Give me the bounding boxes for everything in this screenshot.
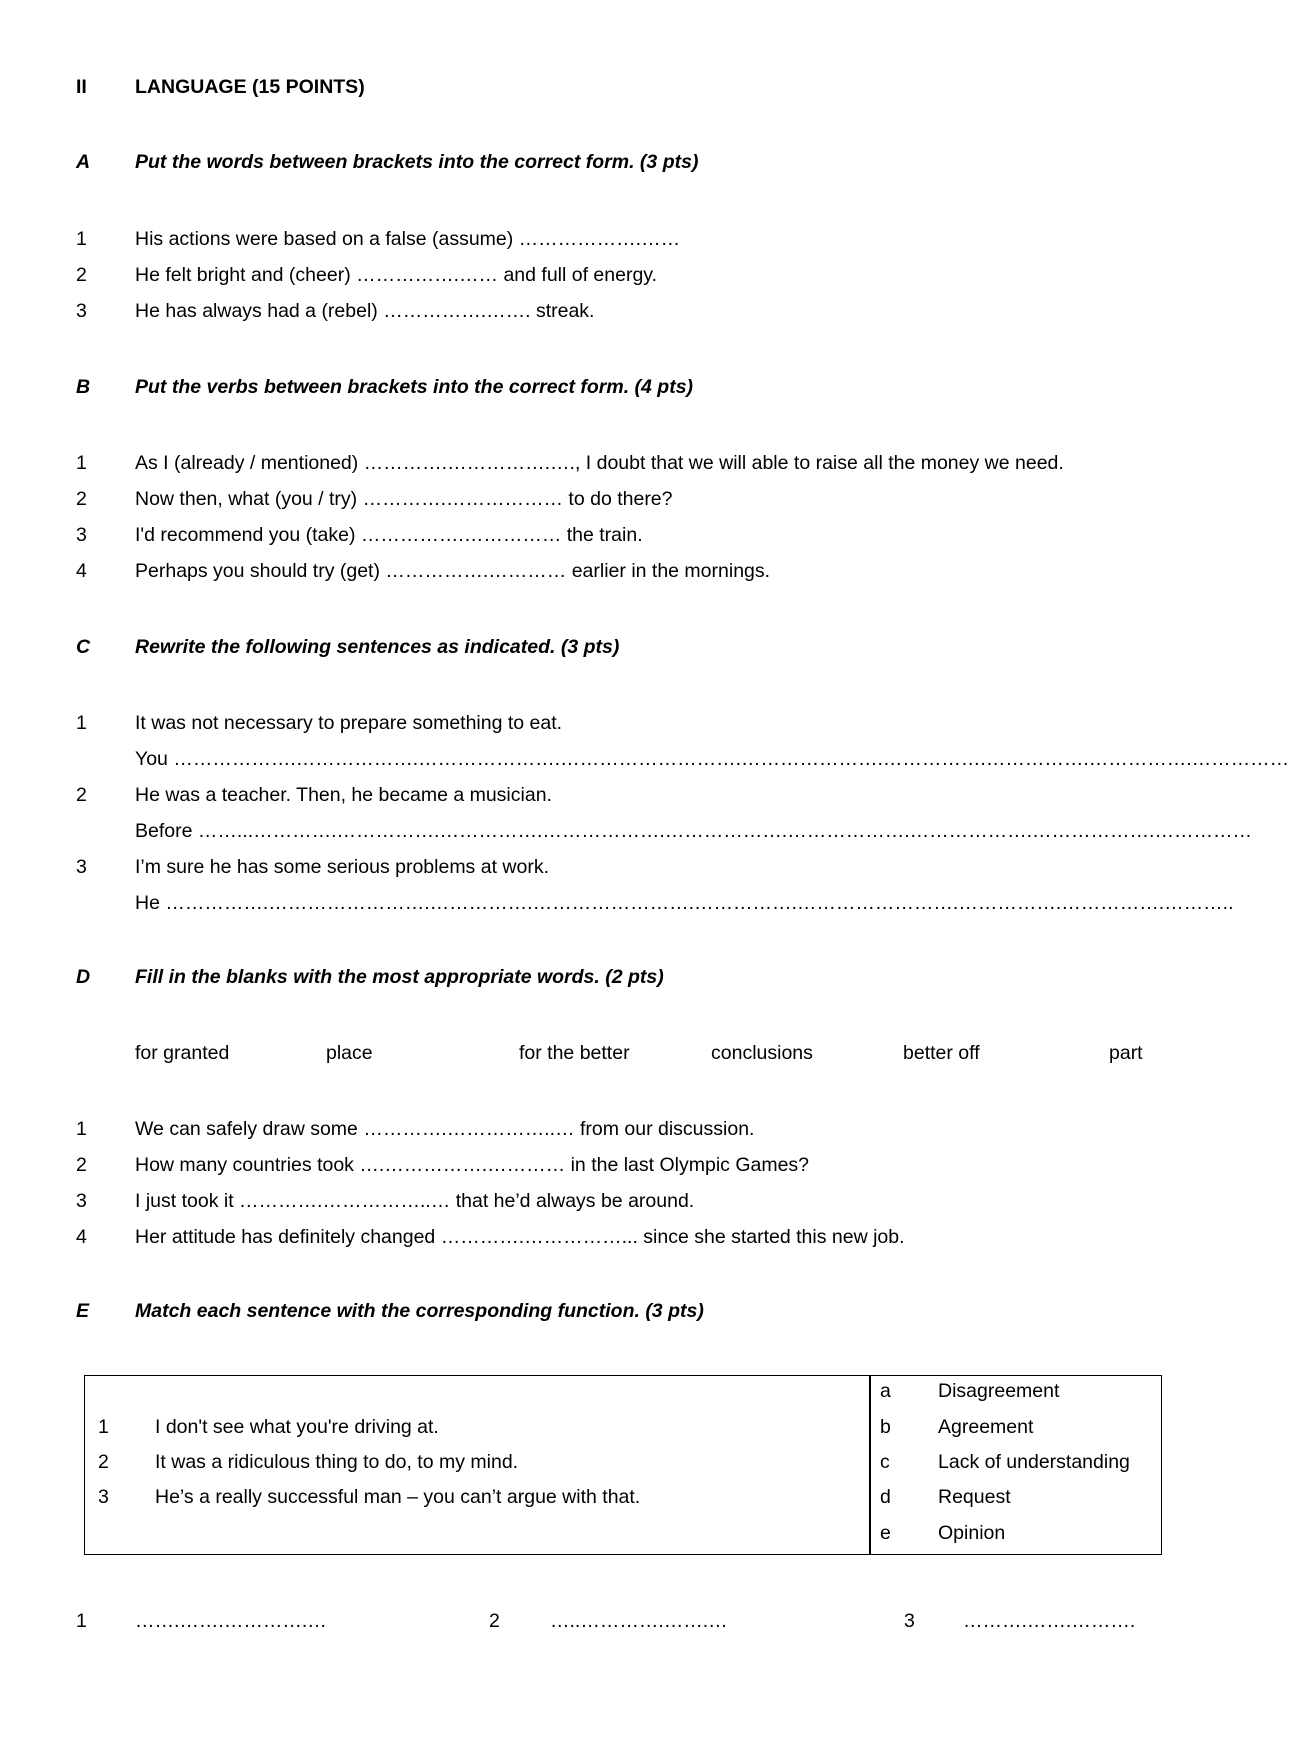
function-text: Request xyxy=(938,1486,1011,1508)
section-a-letter: A xyxy=(76,151,91,173)
part-number: II xyxy=(76,76,87,98)
section-c-instruction: Rewrite the following sentences as indicated. (3 pts) xyxy=(135,636,620,658)
question-text: I’m sure he has some serious problems at work. xyxy=(135,856,549,878)
question-text: He felt bright and (cheer) …………….…… and full of energy. xyxy=(135,264,658,286)
rewrite-prompt: Before ……...………….…………….…………….……………….……………….……………….……………….……………….…………… xyxy=(135,820,1252,842)
question-text: It was not necessary to prepare something to eat. xyxy=(135,712,563,734)
section-e-letter: E xyxy=(76,1300,90,1322)
section-c-letter: C xyxy=(76,636,91,658)
question-number: 2 xyxy=(76,264,87,286)
question-number: 2 xyxy=(76,488,87,510)
matching-table-divider xyxy=(869,1375,871,1555)
question-number: 1 xyxy=(76,1118,87,1140)
section-b-instruction: Put the verbs between brackets into the correct form. (4 pts) xyxy=(135,376,694,398)
wordbank-item: conclusions xyxy=(711,1042,813,1064)
answer-blank: ……….…….………. xyxy=(963,1610,1136,1632)
question-text: He has always had a (rebel) …………….……. streak. xyxy=(135,300,595,322)
function-letter: d xyxy=(880,1486,891,1508)
section-a-instruction: Put the words between brackets into the correct form. (3 pts) xyxy=(135,151,699,173)
question-text: He was a teacher. Then, he became a musician. xyxy=(135,784,552,806)
question-text: I just took it ………….……………..… that he’d always be around. xyxy=(135,1190,695,1212)
function-letter: a xyxy=(880,1380,891,1402)
question-text: I'd recommend you (take) …………….…………… the train. xyxy=(135,524,643,546)
sentence-number: 3 xyxy=(98,1486,109,1508)
rewrite-prompt: He …………….…………………….…………….…………………….…………….…………………….…………….…………….……….. xyxy=(135,892,1234,914)
function-letter: b xyxy=(880,1416,891,1438)
question-text: Perhaps you should try (get) …………….………… earlier in the mornings. xyxy=(135,560,771,582)
question-number: 2 xyxy=(76,784,87,806)
function-letter: c xyxy=(880,1451,890,1473)
question-number: 3 xyxy=(76,524,87,546)
function-text: Agreement xyxy=(938,1416,1034,1438)
sentence-number: 1 xyxy=(98,1416,109,1438)
question-number: 1 xyxy=(76,452,87,474)
question-number: 4 xyxy=(76,1226,87,1248)
question-number: 3 xyxy=(76,1190,87,1212)
sentence-text: I don't see what you're driving at. xyxy=(155,1416,439,1438)
function-text: Opinion xyxy=(938,1522,1006,1544)
wordbank-item: part xyxy=(1109,1042,1143,1064)
question-text: His actions were based on a false (assume) ……………….…… xyxy=(135,228,681,250)
function-text: Disagreement xyxy=(938,1380,1060,1402)
question-number: 3 xyxy=(76,300,87,322)
question-number: 1 xyxy=(76,712,87,734)
sentence-text: It was a ridiculous thing to do, to my mind. xyxy=(155,1451,519,1473)
question-number: 2 xyxy=(76,1154,87,1176)
function-text: Lack of understanding xyxy=(938,1451,1130,1473)
function-letter: e xyxy=(880,1522,891,1544)
section-b-letter: B xyxy=(76,376,91,398)
question-number: 3 xyxy=(76,856,87,878)
section-d-instruction: Fill in the blanks with the most appropriate words. (2 pts) xyxy=(135,966,664,988)
section-d-letter: D xyxy=(76,966,91,988)
section-e-instruction: Match each sentence with the corresponding function. (3 pts) xyxy=(135,1300,704,1322)
question-text: How many countries took ….…………….………… in the last Olympic Games? xyxy=(135,1154,810,1176)
part-title: LANGUAGE (15 POINTS) xyxy=(135,76,365,98)
question-number: 4 xyxy=(76,560,87,582)
answer-blank: …….…….………….… xyxy=(135,1610,327,1632)
answer-number: 1 xyxy=(76,1610,87,1632)
wordbank-item: for granted xyxy=(135,1042,230,1064)
sentence-text: He’s a really successful man – you can’t argue with that. xyxy=(155,1486,641,1508)
question-text: We can safely draw some ………….……………..… from our discussion. xyxy=(135,1118,755,1140)
question-text: As I (already / mentioned) ………….…………….…., I doubt that we will able to raise all the money we need. xyxy=(135,452,1064,474)
wordbank-item: place xyxy=(326,1042,373,1064)
question-number: 1 xyxy=(76,228,87,250)
question-text: Her attitude has definitely changed ………….……………... since she started this new job. xyxy=(135,1226,905,1248)
sentence-number: 2 xyxy=(98,1451,109,1473)
answer-number: 2 xyxy=(489,1610,500,1632)
answer-blank: …..………….…….… xyxy=(550,1610,728,1632)
answer-number: 3 xyxy=(904,1610,915,1632)
rewrite-prompt: You ……………….……………….………………….……………………….………………….…………….…………….…………….…………… xyxy=(135,748,1289,770)
wordbank-item: better off xyxy=(903,1042,980,1064)
wordbank-item: for the better xyxy=(519,1042,630,1064)
question-text: Now then, what (you / try) ………….……………… to do there? xyxy=(135,488,673,510)
